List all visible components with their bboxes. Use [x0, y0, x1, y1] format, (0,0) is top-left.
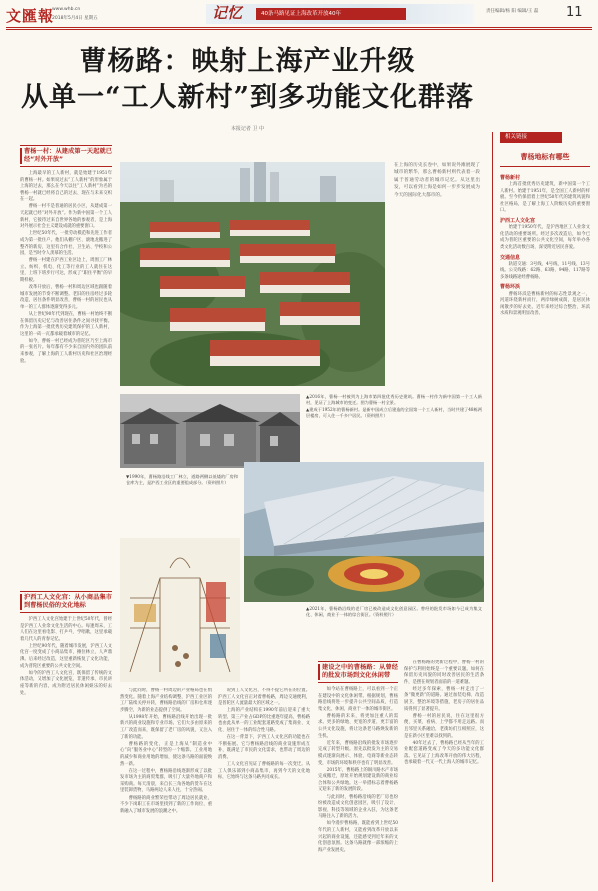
- paragraph: 40年过去了，曹杨路已经从当年的工业配套道路变成了今天的多功能文化群落。它见证了上海改革开放的伟大历程，也承载着一代又一代上海人的城市记忆。: [404, 740, 484, 766]
- paragraph: 从上世纪90年代到现在，曹杨一村始终不断在保留历史记忆与改善居住条件之间寻找平衡。作为上海第一批优秀历史建筑保护的工人新村，这里的一砖一瓦都承载着城市的记忆。: [20, 311, 112, 337]
- headline: [20, 44, 475, 116]
- col1-body: [20, 171, 112, 365]
- sidebar-section-heading: 曹杨新村: [500, 175, 521, 181]
- col3-body: [218, 688, 310, 782]
- pull-quote: 在上海的历史长卷中，如果说外滩展现了城市的繁华，那么曹杨新村则代表着一段属于普通劳动者的城市记忆。从这里出发，可以看到上海是如何一步步发展成为今天的国际化大都市的。: [394, 163, 480, 198]
- paragraph: 经过多年探索，曹杨一村走出了一条“微更新”的道路。通过加装电梯、改造厨卫、整治环境等措施，老房子的居住品质得到了显著提升。: [404, 686, 484, 712]
- aerial-photo-illustration: [120, 162, 385, 386]
- sidebar-sections: [500, 175, 590, 318]
- editor-credits: 责任编辑/杨 阳 编辑/王 磊: [486, 9, 539, 14]
- paragraph: 曹杨路的变化，正是上海从“制造业中心”向“服务业中心”转型的一个缩影。工业用地的减少和商业用地的增加，使这条马路的面貌焕然一新。: [120, 741, 212, 767]
- article-column-1: [20, 144, 112, 586]
- section-subhead-2: 沪西工人文化宫：从小商品集市到曹杨民俗的文化地标: [20, 591, 112, 613]
- sidebar-section-text: 曹杨环浜是曹杨新村的标志性景观之一，河道环绕新村而行，两岸绿树成荫，是居民休闲散步的好去处。近年来经过综合整治，环浜水质和景观明显改善。: [500, 291, 590, 317]
- masthead-rule: [6, 27, 592, 28]
- caption-market-photo: ▲2021年，曹杨路沿线的老厂房已被改造成文化创意园区。曾经的批发市场如今已成为集文化、休闲、商业于一体的综合街区。（资料照片）: [306, 606, 482, 618]
- col4-body-b: [318, 741, 398, 855]
- paragraph: 曹杨一村建在沪西工业区边上，周围工厂林立。纺织、机电、化工等行业的工人就住在这里，上班下班步行可达，形成了“职住平衡”的早期样板。: [20, 258, 112, 283]
- paragraph: 曹杨一村不是普通的居民小区，从建成第一天起就已经“对外开放”。作为新中国第一个工人新村，它接待过来自世界各地的参观者，是上海对外展示社会主义建设成就的重要窗口。: [20, 204, 112, 230]
- sidebar-section-text: 上海首批优秀历史建筑，新中国第一个工人新村。始建于1951年，是全国工人新村的样板。至今仍保留着上世纪50年代的建筑风貌和社区格局，是了解上海工人阶级历史的重要窗口。: [500, 182, 590, 214]
- sidebar-title: 曹杨地标有哪些: [520, 153, 570, 161]
- caption-old-photo: ▼1990年，曹杨路沿线工厂林立，道路两侧以低矮的厂房和仓库为主，是沪西工业区的重要组成部分。（资料照片）: [126, 474, 238, 486]
- sidebar-section-heading: 交通信息: [500, 254, 521, 261]
- headline-line-1: 曹杨路：映射上海产业升级: [79, 46, 416, 77]
- col5-body: [404, 660, 484, 767]
- illustration-market-street: [120, 538, 240, 682]
- headline-line-2: 从单一“工人新村”到多功能文化群落: [20, 82, 475, 113]
- market-street-sketch: [120, 538, 240, 682]
- byline: 本报记者 卫 中: [230, 126, 265, 132]
- paragraph: 上世纪90年代，随着城市发展，沪西工人文化宫一度变成了小商品集市，摊位林立，人声鼎沸。后来经过改造，这里重新恢复了文化功能，成为普陀区重要的公共文化空间。: [20, 643, 112, 669]
- masthead-rule-thin: [6, 29, 592, 30]
- sidebar-tag: 相关链接: [500, 132, 562, 143]
- section-subhead-1: 曹杨一村：从建成第一天起就已经“对外开放”: [20, 145, 112, 167]
- paragraph: 如今，曹杨一村已经成为普陀区乃至上海市的一张名片。每年都有不少来自国内外的团队前来参观，了解上海的工人新村历史和社区治理经验。: [20, 338, 112, 364]
- paragraph: 工人文化宫见证了曹杨路的每一次变迁。从工人俱乐部到小商品集市，再到今天的文化地标，它始终与这条马路共同成长。: [218, 762, 310, 781]
- photo-old-houses: [120, 394, 300, 468]
- paragraph: 曹杨路的商业繁荣也带动了周边居民就业，不少下岗职工在市场里找到了新的工作岗位，重新融入了城市发展的浪潮之中。: [120, 795, 212, 814]
- article-column-3: [218, 688, 310, 882]
- paper-logo: 文匯報: [6, 7, 55, 25]
- sidebar-section-text: 始建于1950年代，是沪西地区工人业余文化活动的重要场所。经过多次改造后，如今已成为普陀区重要的公共文化空间，每年举办各类文化活动数百场，深受附近居民喜爱。: [500, 225, 590, 250]
- section-subhead-3: 建设之中的曹杨路：从曾经的批发市场到文化休闲带: [318, 661, 398, 683]
- paragraph: 如今漫步曹杨路，既能看到上世纪50年代的工人新村，又能看到改革开放以来兴起的商业设施，还能感受到近年来的文化创意氛围。这条马路就像一部浓缩的上海产业发展史。: [318, 821, 398, 853]
- paragraph: 与此同时，曹杨路沿线的老厂房也纷纷被改造成文化创意园区，吸引了设计、影视、科技等领域的企业入驻，为这条老马路注入了新的活力。: [318, 794, 398, 820]
- market-aerial-illustration: [244, 462, 484, 602]
- photo-market-aerial: [244, 462, 484, 602]
- article-column-1-lower: [20, 590, 112, 882]
- paragraph: 从1998年开始，曹杨路沿线开始出现一批新兴的商业设施和专业市场。它们大多由原来的工厂改造而来，既保留了老厂房的风貌，又注入了新的功能。: [120, 714, 212, 740]
- paragraph: 沪西工人文化宫始建于上世纪50年代，曾经是沪西工人业余文化生活的中心。每逢周末，工人们在这里看电影、打乒乓、学唱歌，这里承载着几代人的青春记忆。: [20, 617, 112, 642]
- paragraph: 如今的沪西工人文化宫，既保留了传统的文体活动，又增加了文化展览、非遗传承、市民讲座等新的内容，成为附近居民休闲娱乐的好去处。: [20, 670, 112, 696]
- article-column-4: [318, 660, 398, 882]
- article-column-2: [120, 688, 212, 882]
- col2-body: [120, 688, 212, 815]
- col1-lower-body: [20, 617, 112, 697]
- caption-aerial-photo: ▲2016年，曹杨一村被列为上海市第四批优秀历史建筑。曹杨一村作为新中国第一个工人新村，见证了上海城市的变迁。图为曹杨一村全景。 ▲建成于1952年的曹杨新村。是新中国成立后建造的全国第一个工人新村，当时共建了48栋两层楼房，可入住一千多户居民。（资料照片）: [306, 394, 482, 419]
- sidebar-section-text: 轨道交通：3号线、4号线、11号线、13号线。公交线路：62路、63路、94路、117路等多条线路途经曹杨路。: [500, 261, 590, 280]
- paragraph: 曹杨路的未来，将更加注重人的需求。更多的绿地、更宽的步道、更丰富的公共文化设施，将让这条老马路焕发新的生机。: [318, 713, 398, 739]
- paragraph: 上世纪50年代，一批劳动模范和先进工作者成为第一批住户。他们从棚户区、滚地龙搬进了整齐的新房，这里有合作社、卫生站、学校和公园，是当时令人羡慕的生活。: [20, 231, 112, 257]
- article-column-5: [404, 660, 484, 882]
- masthead: [0, 0, 598, 34]
- paragraph: 2015年，曹杨路上的铜川路水产市场完成搬迁，原址开始规划建设新的商业综合体和公共绿地。这一举措标志着曹杨路又迎来了新的发展阶段。: [318, 767, 398, 793]
- page-number: 11: [566, 5, 583, 20]
- paragraph: 如今站在曹杨路上，可以看到一个正在建设中的文化休闲带。根据规划，曹杨路沿线将进一步提升公共空间品质，打造集文化、休闲、商业于一体的城市街区。: [318, 687, 398, 712]
- paragraph: 近年来，曹杨路沿线的批发市场逐步完成了转型升级。原先以批发为主的交易模式逐渐向展示、体验、电商等新业态转变，市场的环境和秩序也有了明显改善。: [318, 740, 398, 766]
- issue-date: 2018年5月4日 星期五: [52, 16, 98, 21]
- col4-body: [318, 687, 398, 740]
- sidebar-title-rule: [500, 166, 590, 167]
- paragraph: 在这一过程中，曹杨路沿线逐渐形成了以批发市场为主的商贸集群，吸引了大量外地商户和采购商。每天清晨，来自长三角各地的货车在这里装卸货物，马路两边人来人往，十分热闹。: [120, 768, 212, 794]
- paragraph: 与此同时，曹杨一村周边的产业格局也在悄然变化。随着上海产业结构调整，沪西工业区的工厂陆续关停并转，曹杨路沿线的厂房和仓库逐步腾空，为新的业态提供了空间。: [120, 688, 212, 713]
- sidebar-divider: [492, 132, 493, 882]
- paragraph: 在曹杨路的更新过程中，曹杨一村的保护与利用始终是一个重要议题。如何在保留历史风貌的同时改善居民的生活条件，是摆在规划者面前的一道难题。: [404, 660, 484, 685]
- paragraph: 在这一背景下，沪西工人文化宫的功能也在不断拓展。它与曹杨路沿线的商业设施形成互补，既满足了市民的文化需求，也带动了周边的消费。: [218, 735, 310, 760]
- paragraph: 上海的产业结构在1990年前后迎来了重大转型。第三产业占GDP的比重逐年提高，曹杨路也由此从单一的工业配套道路变成了集商业、文化、居住于一体的综合性马路。: [218, 708, 310, 734]
- old-houses-illustration: [120, 394, 300, 468]
- spacer: [20, 144, 112, 145]
- series-banner: 40条马路见证上海改革开放40年: [256, 8, 406, 20]
- paragraph: 改革开放后，曹杨一村和周边区域也跟随着城市发展的节奏不断调整。老旧的住房经过多轮改造，居住条件明显改善，曹杨一村的居民也从单一的工人群体逐渐变得多元。: [20, 285, 112, 310]
- sidebar-body: [500, 172, 590, 882]
- paper-url[interactable]: www.whb.cn: [52, 7, 81, 12]
- aerial-photo-caoyang-village: [120, 162, 385, 386]
- paragraph: 说到工人文化宫，不得不提它所在的位置。沪西工人文化宫正对着曹杨路，周边交通便利，是普陀区人流量最大的区域之一。: [218, 688, 310, 707]
- column-script-title: 记忆: [212, 4, 243, 22]
- paragraph: 曹杨一村的居民说，住在这里很方便，买菜、看病、上学都不用走远路。而且邻里关系融洽，老街坊们互相照应，这是在新小区里难以找到的。: [404, 713, 484, 739]
- paragraph: 上海最早的工人新村，就是始建于1951年的曹杨一村。如果说过去“工人新村”的形象属于上海的过去，那么在今天以往“工人新村”为名的曹杨一村就已经将自己的过去、现在与未来交织在一起。: [20, 171, 112, 203]
- sidebar-section-heading: 曹杨环浜: [500, 284, 521, 291]
- sidebar-section-heading: 沪西工人文化宫: [500, 218, 536, 225]
